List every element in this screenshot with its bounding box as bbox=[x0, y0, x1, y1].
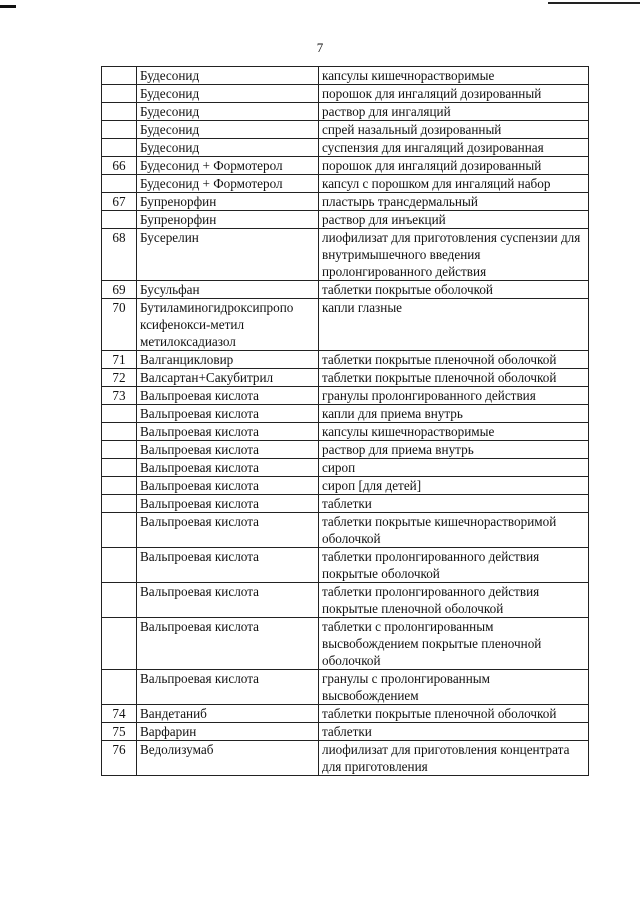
row-number-cell: 75 bbox=[102, 723, 137, 741]
dosage-form-cell: таблетки покрытые оболочкой bbox=[319, 281, 589, 299]
drug-name-cell: Будесонид bbox=[137, 139, 319, 157]
dosage-form-cell: раствор для ингаляций bbox=[319, 103, 589, 121]
row-number-cell: 66 bbox=[102, 157, 137, 175]
drug-name-cell: Будесонид + Формотерол bbox=[137, 175, 319, 193]
table-row bbox=[102, 618, 589, 670]
row-number-cell: 69 bbox=[102, 281, 137, 299]
drug-name-cell: Вальпроевая кислота bbox=[137, 405, 319, 423]
page-number: 7 bbox=[316, 40, 324, 55]
dosage-form-cell: спрей назальный дозированный bbox=[319, 121, 589, 139]
drug-name-cell: Валсартан+Сакубитрил bbox=[137, 369, 319, 387]
drug-name-cell: Будесонид bbox=[137, 85, 319, 103]
scan-top-rule bbox=[548, 2, 640, 4]
row-number-cell: 70 bbox=[102, 299, 137, 351]
dosage-form-cell: сироп [для детей] bbox=[319, 477, 589, 495]
dosage-form-cell: раствор для инъекций bbox=[319, 211, 589, 229]
dosage-form-cell: таблетки покрытые пленочной оболочкой bbox=[319, 351, 589, 369]
table-row bbox=[102, 423, 589, 441]
row-number-cell bbox=[102, 548, 137, 583]
dosage-form-cell: гранулы пролонгированного действия bbox=[319, 387, 589, 405]
dosage-form-cell: раствор для приема внутрь bbox=[319, 441, 589, 459]
dosage-form-cell: таблетки bbox=[319, 495, 589, 513]
dosage-form-cell: порошок для ингаляций дозированный bbox=[319, 85, 589, 103]
row-number-cell bbox=[102, 459, 137, 477]
row-number-cell bbox=[102, 175, 137, 193]
table-row bbox=[102, 193, 589, 211]
dosage-form-cell: капсулы кишечнорастворимые bbox=[319, 423, 589, 441]
row-number-cell: 72 bbox=[102, 369, 137, 387]
dosage-form-cell: пластырь трансдермальный bbox=[319, 193, 589, 211]
dosage-form-cell: капли глазные bbox=[319, 299, 589, 351]
table-row bbox=[102, 157, 589, 175]
row-number-cell bbox=[102, 513, 137, 548]
drug-name-cell: Ведолизумаб bbox=[137, 741, 319, 776]
row-number-cell: 76 bbox=[102, 741, 137, 776]
table-row bbox=[102, 723, 589, 741]
drug-name-cell: Бутиламиногидроксипропо ксифенокси-метил метилоксадиазол bbox=[137, 299, 319, 351]
table-row bbox=[102, 705, 589, 723]
drug-name-cell: Вандетаниб bbox=[137, 705, 319, 723]
row-number-cell bbox=[102, 139, 137, 157]
drug-name-cell: Вальпроевая кислота bbox=[137, 548, 319, 583]
drug-name-cell: Вальпроевая кислота bbox=[137, 513, 319, 548]
table-row bbox=[102, 513, 589, 548]
table-row bbox=[102, 548, 589, 583]
dosage-form-cell: капсул с порошком для ингаляций набор bbox=[319, 175, 589, 193]
drug-name-cell: Будесонид + Формотерол bbox=[137, 157, 319, 175]
drug-name-cell: Будесонид bbox=[137, 103, 319, 121]
table-row bbox=[102, 670, 589, 705]
drug-name-cell: Вальпроевая кислота bbox=[137, 423, 319, 441]
table-row bbox=[102, 139, 589, 157]
row-number-cell: 74 bbox=[102, 705, 137, 723]
row-number-cell bbox=[102, 67, 137, 85]
row-number-cell: 73 bbox=[102, 387, 137, 405]
dosage-form-cell: таблетки bbox=[319, 723, 589, 741]
dosage-form-cell: лиофилизат для приготовления суспензии для внутримышечного введения пролонгированного действия bbox=[319, 229, 589, 281]
drug-name-cell: Варфарин bbox=[137, 723, 319, 741]
drug-name-cell: Вальпроевая кислота bbox=[137, 618, 319, 670]
row-number-cell bbox=[102, 423, 137, 441]
drug-name-cell: Вальпроевая кислота bbox=[137, 441, 319, 459]
row-number-cell bbox=[102, 441, 137, 459]
table-row bbox=[102, 351, 589, 369]
dosage-form-cell: лиофилизат для приготовления концентрата для приготовления bbox=[319, 741, 589, 776]
row-number-cell: 67 bbox=[102, 193, 137, 211]
dosage-form-cell: таблетки пролонгированного действия покрытые пленочной оболочкой bbox=[319, 583, 589, 618]
drug-name-cell: Бусерелин bbox=[137, 229, 319, 281]
row-number-cell bbox=[102, 211, 137, 229]
drug-name-cell: Вальпроевая кислота bbox=[137, 583, 319, 618]
row-number-cell bbox=[102, 670, 137, 705]
table-row bbox=[102, 229, 589, 281]
table-row bbox=[102, 495, 589, 513]
table-row bbox=[102, 211, 589, 229]
row-number-cell bbox=[102, 583, 137, 618]
dosage-form-cell: порошок для ингаляций дозированный bbox=[319, 157, 589, 175]
dosage-form-cell: капсулы кишечнорастворимые bbox=[319, 67, 589, 85]
drug-name-cell: Вальпроевая кислота bbox=[137, 477, 319, 495]
dosage-form-cell: сироп bbox=[319, 459, 589, 477]
drug-name-cell: Бупренорфин bbox=[137, 211, 319, 229]
table-row bbox=[102, 85, 589, 103]
table-row bbox=[102, 281, 589, 299]
table-row bbox=[102, 175, 589, 193]
drug-name-cell: Вальпроевая кислота bbox=[137, 387, 319, 405]
row-number-cell bbox=[102, 405, 137, 423]
row-number-cell bbox=[102, 618, 137, 670]
row-number-cell: 68 bbox=[102, 229, 137, 281]
dosage-form-cell: суспензия для ингаляций дозированная bbox=[319, 139, 589, 157]
dosage-form-cell: таблетки покрытые пленочной оболочкой bbox=[319, 369, 589, 387]
dosage-form-cell: таблетки покрытые кишечнорастворимой оболочкой bbox=[319, 513, 589, 548]
scan-mark bbox=[0, 5, 16, 8]
table-body bbox=[102, 67, 589, 776]
table-row bbox=[102, 369, 589, 387]
drug-name-cell: Бупренорфин bbox=[137, 193, 319, 211]
table-row bbox=[102, 583, 589, 618]
table-row bbox=[102, 299, 589, 351]
table-row bbox=[102, 387, 589, 405]
drug-name-cell: Валганцикловир bbox=[137, 351, 319, 369]
dosage-form-cell: таблетки с пролонгированным высвобождением покрытые пленочной оболочкой bbox=[319, 618, 589, 670]
row-number-cell bbox=[102, 495, 137, 513]
table-row bbox=[102, 459, 589, 477]
dosage-form-cell: таблетки пролонгированного действия покрытые оболочкой bbox=[319, 548, 589, 583]
table-row bbox=[102, 477, 589, 495]
row-number-cell bbox=[102, 85, 137, 103]
table-row bbox=[102, 67, 589, 85]
row-number-cell: 71 bbox=[102, 351, 137, 369]
dosage-form-cell: таблетки покрытые пленочной оболочкой bbox=[319, 705, 589, 723]
table-row bbox=[102, 121, 589, 139]
drug-name-cell: Будесонид bbox=[137, 121, 319, 139]
dosage-form-cell: гранулы с пролонгированным высвобождением bbox=[319, 670, 589, 705]
drug-name-cell: Будесонид bbox=[137, 67, 319, 85]
row-number-cell bbox=[102, 103, 137, 121]
drug-table bbox=[101, 66, 589, 776]
drug-name-cell: Вальпроевая кислота bbox=[137, 459, 319, 477]
table-row bbox=[102, 103, 589, 121]
drug-name-cell: Вальпроевая кислота bbox=[137, 495, 319, 513]
table-row bbox=[102, 741, 589, 776]
table-row bbox=[102, 405, 589, 423]
dosage-form-cell: капли для приема внутрь bbox=[319, 405, 589, 423]
drug-name-cell: Бусульфан bbox=[137, 281, 319, 299]
table-row bbox=[102, 441, 589, 459]
row-number-cell bbox=[102, 477, 137, 495]
drug-name-cell: Вальпроевая кислота bbox=[137, 670, 319, 705]
row-number-cell bbox=[102, 121, 137, 139]
